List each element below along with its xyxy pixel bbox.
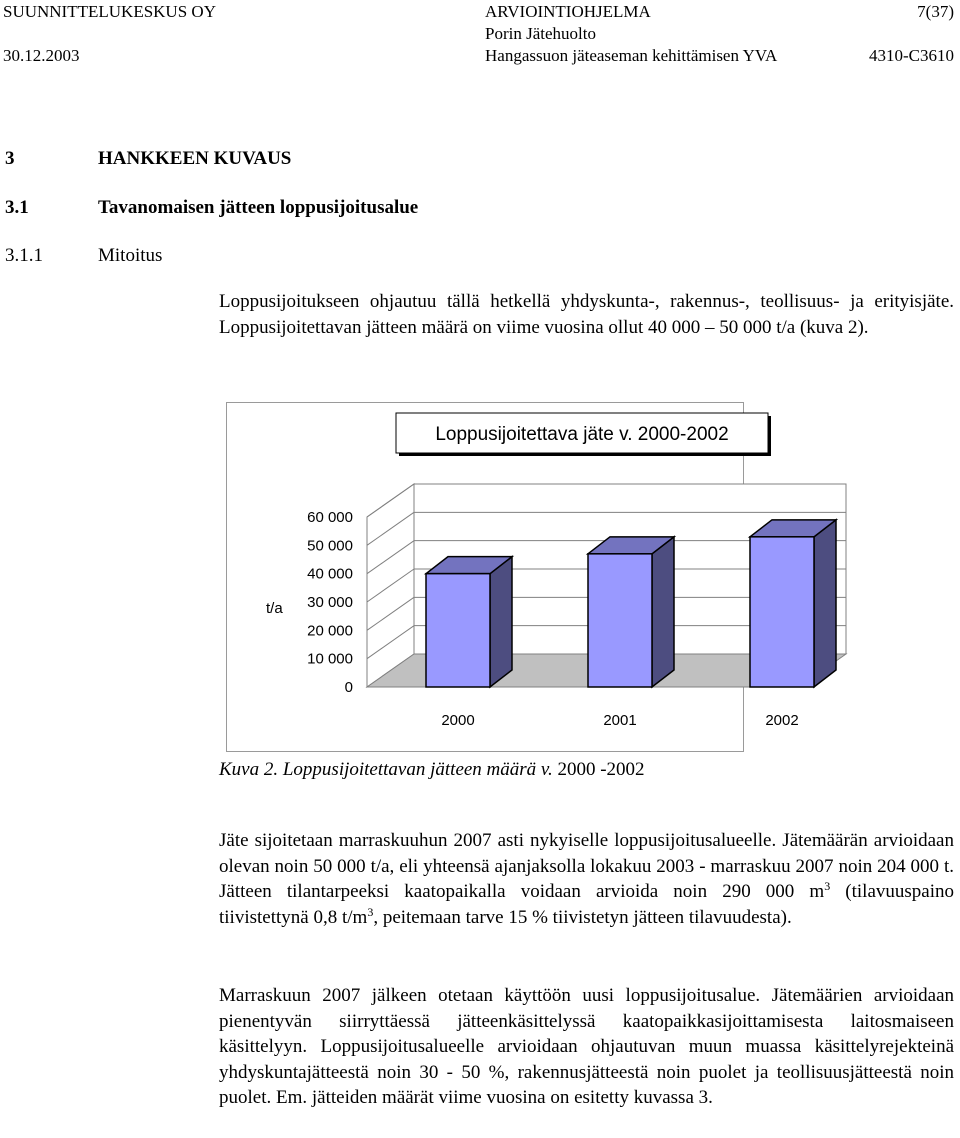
heading-subsection (5, 197, 418, 219)
chart-bar-side (652, 537, 674, 687)
paragraph-current-site-a: Jäte sijoitetaan marraskuuhun 2007 asti nykyiselle loppusijoitusalueelle. Jätemäärän arvioidaan olevan noin 50 000 t/a, eli yhteensä ajanjaksolla lokakuu 2003 - marraskuu 2007 noin 204 000 t. Jätteen tilantarpeeksi kaatopaikalla voidaan arvioida noin 290 000 m (219, 830, 954, 902)
paragraph-current-site-c: , peitemaan tarve 15 % tiivistetyn jätteen tilavuudesta). (373, 906, 792, 928)
paragraph-intro: Loppusijoitukseen ohjautuu tällä hetkellä yhdyskunta-, rakennus-, teollisuus- ja erityisjäte. Loppusijoitettavan jätteen määrä on viime vuosina ollut 40 000 – 50 000 t/a (kuva 2). (219, 291, 954, 338)
paragraph-current-site (219, 828, 954, 930)
chart-bar (750, 537, 814, 687)
chart-y-tick-label: 30 000 (307, 594, 353, 611)
chart-y-axis-label: t/a (266, 600, 283, 617)
chart-y-tick-label: 20 000 (307, 622, 353, 640)
heading-section-number: 3 (5, 148, 15, 169)
heading-subsection-text: Tavanomaisen jätteen loppusijoitusalue (98, 197, 419, 218)
superscript-m3-a: 3 (824, 879, 831, 893)
figure-caption-text: Kuva 2. Loppusijoitettavan jätteen määrä v. (219, 759, 553, 780)
chart-x-tick-label: 2000 (441, 712, 475, 729)
header-company: SUUNNITTELUKESKUS OY (3, 2, 216, 21)
header-date: 30.12.2003 (3, 46, 80, 65)
chart-title: Loppusijoitettava jäte v. 2000-2002 (435, 424, 729, 445)
header-project: Hangassuon jäteaseman kehittämisen YVA (485, 46, 778, 65)
chart-title-box (396, 413, 771, 456)
chart-y-tick-label: 60 000 (307, 509, 353, 526)
chart-y-tick-label: 0 (344, 679, 353, 696)
chart-y-tick-label: 50 000 (307, 537, 353, 555)
bar-chart (226, 402, 799, 752)
heading-section (5, 148, 291, 170)
superscript-m3-b: 3 (367, 904, 374, 919)
figure-caption-years: 2000 -2002 (557, 759, 645, 780)
paragraph-current-site-b: (tilavuuspaino tiivistettynä 0,8 t/m (219, 881, 954, 928)
chart-x-tick-label: 2002 (765, 712, 799, 729)
heading-subsection-number: 3.1 (5, 197, 29, 218)
heading-subsubsection-text: Mitoitus (98, 245, 163, 266)
heading-subsubsection (5, 245, 162, 267)
figure-caption (219, 759, 645, 781)
chart-bar-side (814, 520, 836, 687)
header-doc-code: 4310-C3610 (869, 46, 954, 65)
chart-y-tick-label: 40 000 (307, 565, 353, 583)
chart-x-tick-label: 2001 (603, 712, 637, 729)
chart-bar (426, 574, 490, 687)
chart-bar (588, 554, 652, 687)
header-page-number: 7(37) (917, 2, 954, 21)
header-client: Porin Jätehuolto (485, 24, 596, 43)
heading-section-text: HANKKEEN KUVAUS (98, 148, 292, 169)
chart-y-tick-label: 10 000 (307, 650, 353, 668)
paragraph-new-site: Marraskuun 2007 jälkeen otetaan käyttöön uusi loppusijoitusalue. Jätemäärien arvioidaan pienentyvän siirryttäessä jätteenkäsittelyssä kaatopaikkasijoittamisesta laitosmaiseen käsittelyyn. Loppusijoitusalueelle arvioidaan ohjautuvan muun muassa käsittelyrejekteinä yhdyskuntajätteestä noin 30 - 50 %, rakennusjätteestä noin puolet ja teollisuusjätteestä noin puolet. Em. jätteiden määrät viime vuosina on esitetty kuvassa 3. (219, 985, 954, 1108)
heading-subsubsection-number: 3.1.1 (5, 245, 43, 266)
chart-bar-side (490, 557, 512, 687)
header-doc-type: ARVIOINTIOHJELMA (485, 2, 651, 21)
